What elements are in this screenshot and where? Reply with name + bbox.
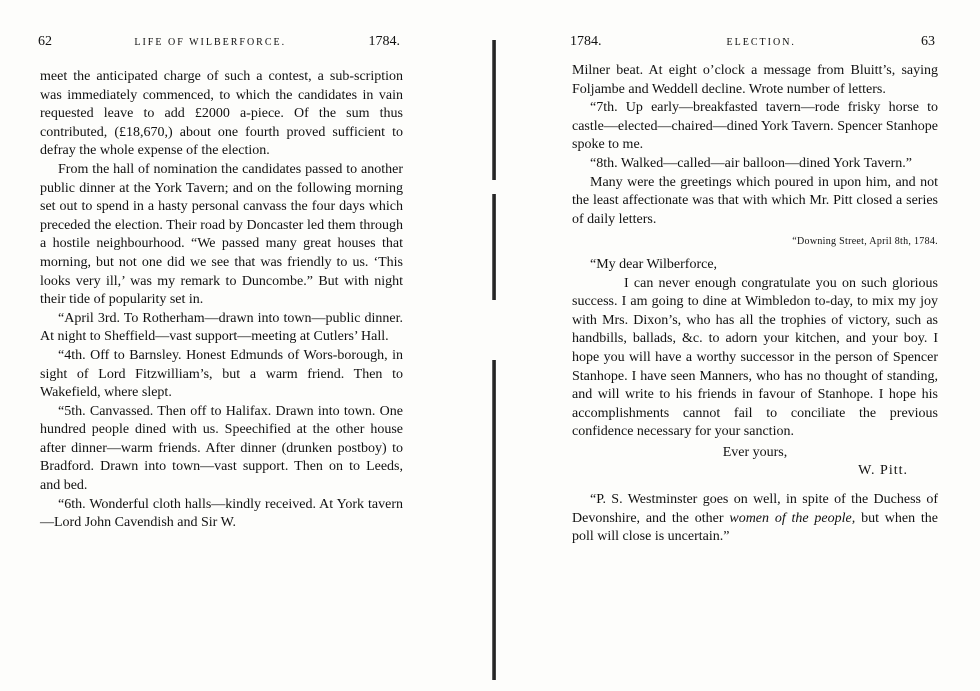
page-number: 62 xyxy=(38,34,52,49)
right-page-header xyxy=(570,34,935,50)
paragraph: Many were the greetings which poured in upon him, and not the least affectionate was that with which Mr. Pitt closed a series of daily letters. xyxy=(572,174,938,227)
right-page xyxy=(500,0,980,691)
letter-postscript xyxy=(572,491,938,547)
letter-signature: W. Pitt. xyxy=(858,463,908,479)
left-page-body xyxy=(40,68,403,533)
diary-entry: “4th. Off to Barnsley. Honest Edmunds of Wors-borough, in sight of Lord Fitzwilliam’s, but a warm friend. Then to Wakefield, where slept. xyxy=(40,347,403,401)
left-page-header xyxy=(38,34,400,50)
gutter-gap xyxy=(491,180,497,194)
running-head: ELECTION. xyxy=(726,37,796,48)
header-year: 1784. xyxy=(570,34,602,49)
page-number: 63 xyxy=(920,34,935,49)
paragraph: meet the anticipated charge of such a contest, a sub-scription was immediately commenced, to which the candidates in vain requested leave to add £2000 a-piece. Of the sum thus contributed, (£18,670,) about one fourth proved sufficient to defray the whole expense of the election. xyxy=(40,69,403,159)
book-gutter xyxy=(492,40,496,680)
letter-salutation: “My dear Wilberforce, xyxy=(590,256,718,272)
diary-entry: “7th. Up early—breakfasted tavern—rode frisky horse to castle—elected—chaired—dined York Tavern. Spencer Stanhope spoke to me. xyxy=(572,100,938,153)
header-year: 1784. xyxy=(368,34,400,49)
letter-closing: Ever yours, xyxy=(722,444,788,460)
postscript-text: “P. S. Westminster goes on well, in spite of the Duchess of Devonshire, and the other xyxy=(572,492,938,526)
gutter-gap xyxy=(491,300,497,360)
running-head: LIFE OF WILBERFORCE. xyxy=(134,37,287,48)
diary-entry: “8th. Walked—called—air balloon—dined York Tavern.” xyxy=(590,155,913,171)
letter-dateline: “Downing Street, April 8th, 1784. xyxy=(792,236,938,248)
diary-entry: “April 3rd. To Rotherham—drawn into town—public dinner. At night to Sheffield—vast support—meeting at Cutlers’ Hall. xyxy=(40,310,403,345)
left-page xyxy=(0,0,488,691)
diary-entry: “5th. Canvassed. Then off to Halifax. Drawn into town. One hundred people dined with us. Speechified at the other house after dinner—warm friends. After dinner (drunken postboy) to Bradford. Drawn into town—vast support. Then on to Leeds, and bed. xyxy=(40,403,403,494)
letter-body: I can never enough congratulate you on such glorious success. I am going to dine at Wimbledon to-day, to mix my joy with Mrs. Dixon’s, who has all the trophies of victory, such as handbills, ballads, &c. to adorn your kitchen, and your boy. I hope you will have a worthy successor in the person of Spencer Stanhope. I have seen Manners, who has no thought of standing, and will write to his friends in favour of Stanhope. I hope his accomplishments cannot fail to conciliate the previous confidence necessary for your sanction. xyxy=(572,275,938,440)
paragraph: From the hall of nomination the candidates passed to another public dinner at the York Tavern; and on the following morning set out to spend in a hasty personal canvass the four days which preceded the election. Their road by Doncaster led them through a hostile neighbourhood. “We passed many great houses that morning, but not one did we see that was friendly to us. ‘This looks very ill,’ was my remark to Duncombe.” But with night their tide of popularity set in. xyxy=(40,161,403,308)
paragraph: Milner beat. At eight o’clock a message from Bluitt’s, saying Foljambe and Weddell decline. Wrote number of letters. xyxy=(572,63,938,97)
postscript-end: but when the poll will close is uncertain.” xyxy=(572,510,939,545)
right-page-body xyxy=(572,62,938,547)
postscript-italic: women of the people, xyxy=(729,510,856,526)
diary-entry: “6th. Wonderful cloth halls—kindly received. At York tavern—Lord John Cavendish and Sir W. xyxy=(40,496,403,531)
